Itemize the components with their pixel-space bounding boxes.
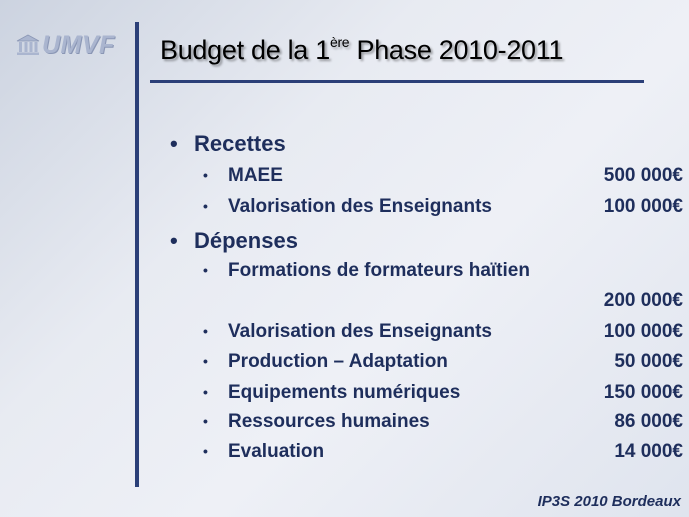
bullet-recettes: • <box>170 131 178 156</box>
item-label-production: Production – Adaptation <box>228 351 448 372</box>
bullet-item: • <box>203 323 208 339</box>
bullet-item: • <box>203 443 208 459</box>
bullet-depenses: • <box>170 228 178 253</box>
umvf-logo <box>16 30 115 60</box>
heading-depenses: Dépenses <box>194 228 298 253</box>
footer-text: IP3S 2010 Bordeaux <box>537 493 681 510</box>
item-amount-production: 50 000€ <box>614 351 683 372</box>
building-columns-icon <box>16 34 40 56</box>
title-underline <box>150 80 644 83</box>
bullet-item: • <box>203 167 208 183</box>
title-rest: Phase 2010-2011 <box>349 35 564 65</box>
slide-title <box>160 34 563 66</box>
title-main: Budget de la 1 <box>160 35 330 65</box>
item-amount-formations: 200 000€ <box>603 290 683 311</box>
item-label-valorisation-depenses: Valorisation des Enseignants <box>228 321 492 342</box>
title-superscript: ère <box>329 34 350 50</box>
item-label-valorisation-recettes: Valorisation des Enseignants <box>228 196 492 217</box>
item-amount-maee: 500 000€ <box>603 165 683 186</box>
bullet-item: • <box>203 413 208 429</box>
item-amount-evaluation: 14 000€ <box>614 441 683 462</box>
logo-text: UMVF <box>42 30 115 59</box>
bullet-item: • <box>203 384 208 400</box>
item-label-evaluation: Evaluation <box>228 441 325 462</box>
bullet-item: • <box>203 353 208 369</box>
item-label-ressources: Ressources humaines <box>228 411 430 432</box>
item-amount-equipements: 150 000€ <box>603 382 683 403</box>
item-amount-valorisation-recettes: 100 000€ <box>603 196 683 217</box>
item-amount-ressources: 86 000€ <box>614 411 683 432</box>
item-label-formations: Formations de formateurs haïtien <box>228 260 530 281</box>
heading-recettes: Recettes <box>194 131 286 156</box>
bullet-item: • <box>203 262 208 278</box>
bullet-item: • <box>203 198 208 214</box>
item-amount-valorisation-depenses: 100 000€ <box>603 321 683 342</box>
item-label-equipements: Equipements numériques <box>228 382 461 403</box>
vertical-divider <box>135 22 139 487</box>
item-label-maee: MAEE <box>228 165 283 186</box>
